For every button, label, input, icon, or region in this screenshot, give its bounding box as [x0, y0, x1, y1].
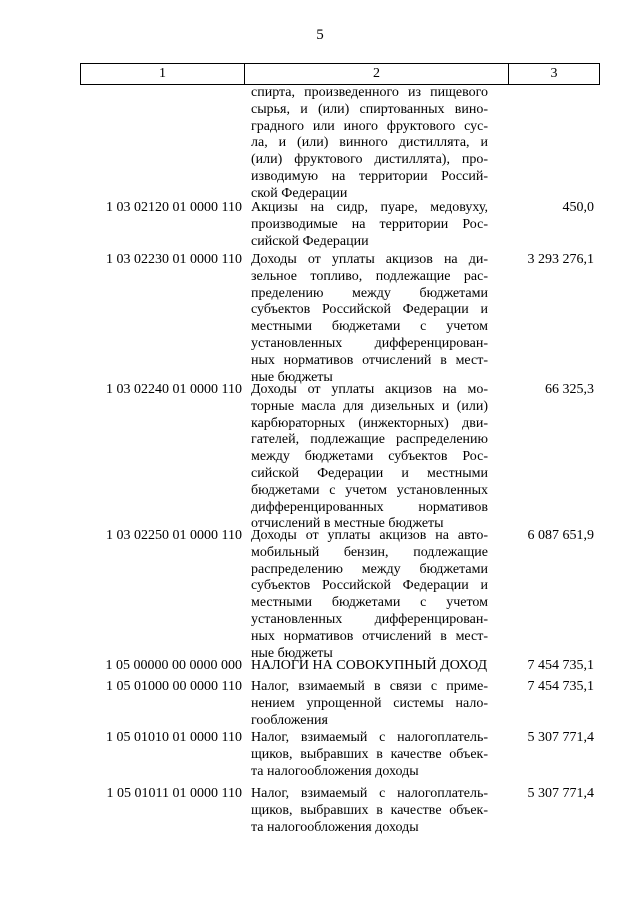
amount-value: 450,0: [562, 200, 594, 215]
description-line: карбюраторных (инжекторных) дви-: [251, 415, 488, 431]
description-line: та налогообложения доходы: [251, 763, 419, 779]
description-line: Акцизы на сидр, пуаре, медовуху,: [251, 200, 488, 215]
amount-value: 66 325,3: [545, 382, 594, 397]
budget-code: 1 05 00000 00 0000 000: [105, 658, 242, 673]
budget-code: 1 03 02120 01 0000 110: [106, 200, 242, 215]
amount-value: 3 293 276,1: [527, 252, 594, 267]
revenue-description: [251, 85, 488, 203]
description-line: Доходы от уплаты акцизов на ди-: [251, 252, 488, 267]
amount-value: 7 454 735,1: [527, 679, 594, 694]
header-col-2: 2: [245, 64, 509, 84]
description-line: градного или иного фруктового сус-: [251, 118, 488, 134]
description-line: ных нормативов отчислений в мест-: [251, 352, 488, 368]
description-line: гателей, подлежащие распределению: [251, 432, 488, 448]
budget-code: 1 05 01000 00 0000 110: [106, 679, 242, 694]
budget-code: 1 05 01011 01 0000 110: [106, 786, 242, 801]
amount-value: 7 454 735,1: [527, 658, 594, 673]
description-line: ных нормативов отчислений в мест-: [251, 628, 488, 644]
description-line: спирта, произведенного из пищевого: [251, 85, 488, 100]
description-line: сырья, и (или) спиртованных вино-: [251, 101, 488, 117]
description-line: производимые на территории Рос-: [251, 216, 488, 232]
budget-code: 1 03 02240 01 0000 110: [106, 382, 242, 397]
table-header: [80, 63, 600, 85]
description-line: местными бюджетами с учетом: [251, 319, 488, 335]
description-line: сийской Федерации: [251, 233, 369, 249]
description-line: ской Федерации: [251, 185, 348, 201]
budget-code: 1 05 01010 01 0000 110: [106, 730, 242, 745]
description-line: та налогообложения доходы: [251, 819, 419, 835]
description-line: ные бюджеты: [251, 645, 333, 661]
revenue-description: [251, 382, 488, 533]
description-line: пределению между бюджетами: [251, 285, 488, 301]
revenue-description: [251, 528, 488, 662]
amount-value: 5 307 771,4: [527, 786, 594, 801]
revenue-description: [251, 252, 488, 386]
description-line: Налог, взимаемый с налогоплатель-: [251, 786, 488, 801]
revenue-description: [251, 658, 488, 675]
description-line: Доходы от уплаты акцизов на мо-: [251, 382, 488, 397]
description-line: установленных дифференцирован-: [251, 611, 488, 627]
description-line: отчислений в местные бюджеты: [251, 516, 444, 532]
description-line: изводимую на территории Россий-: [251, 168, 488, 184]
header-col-3: 3: [550, 66, 558, 81]
description-line: сийской Федерации и местными: [251, 465, 488, 481]
description-line: НАЛОГИ НА СОВОКУПНЫЙ ДОХОД: [251, 658, 488, 673]
description-line: (или) фруктового дистиллята), про-: [251, 152, 488, 168]
description-line: Налог, взимаемый в связи с приме-: [251, 679, 488, 694]
revenue-description: [251, 730, 488, 780]
header-col-1: 1: [81, 64, 245, 84]
description-line: дифференцированных нормативов: [251, 499, 488, 515]
description-line: нением упрощенной системы нало-: [251, 695, 488, 711]
description-line: распределению между бюджетами: [251, 561, 488, 577]
description-line: установленных дифференцирован-: [251, 335, 488, 351]
description-line: торные масла для дизельных и (или): [251, 398, 488, 414]
description-line: ла, и (или) винного дистиллята, и: [251, 135, 488, 151]
budget-code: 1 03 02250 01 0000 110: [106, 528, 242, 543]
description-line: субъектов Российской Федерации и: [251, 578, 488, 594]
revenue-description: [251, 679, 488, 729]
description-line: щиков, выбравших в качестве объек-: [251, 802, 488, 818]
amount-value: 6 087 651,9: [527, 528, 594, 543]
description-line: Налог, взимаемый с налогоплатель-: [251, 730, 488, 745]
description-line: Доходы от уплаты акцизов на авто-: [251, 528, 488, 543]
revenue-description: [251, 200, 488, 250]
description-line: ные бюджеты: [251, 369, 333, 385]
amount-value: 5 307 771,4: [527, 730, 594, 745]
description-line: между бюджетами субъектов Рос-: [251, 449, 488, 465]
description-line: субъектов Российской Федерации и: [251, 302, 488, 318]
description-line: бюджетами с учетом установленных: [251, 482, 488, 498]
description-line: зельное топливо, подлежащие рас-: [251, 268, 488, 284]
description-line: щиков, выбравших в качестве объек-: [251, 746, 488, 762]
revenue-description: [251, 786, 488, 836]
description-line: местными бюджетами с учетом: [251, 595, 488, 611]
page-number: 5: [316, 27, 324, 43]
description-line: мобильный бензин, подлежащие: [251, 544, 488, 560]
budget-code: 1 03 02230 01 0000 110: [106, 252, 242, 267]
description-line: гообложения: [251, 712, 328, 728]
